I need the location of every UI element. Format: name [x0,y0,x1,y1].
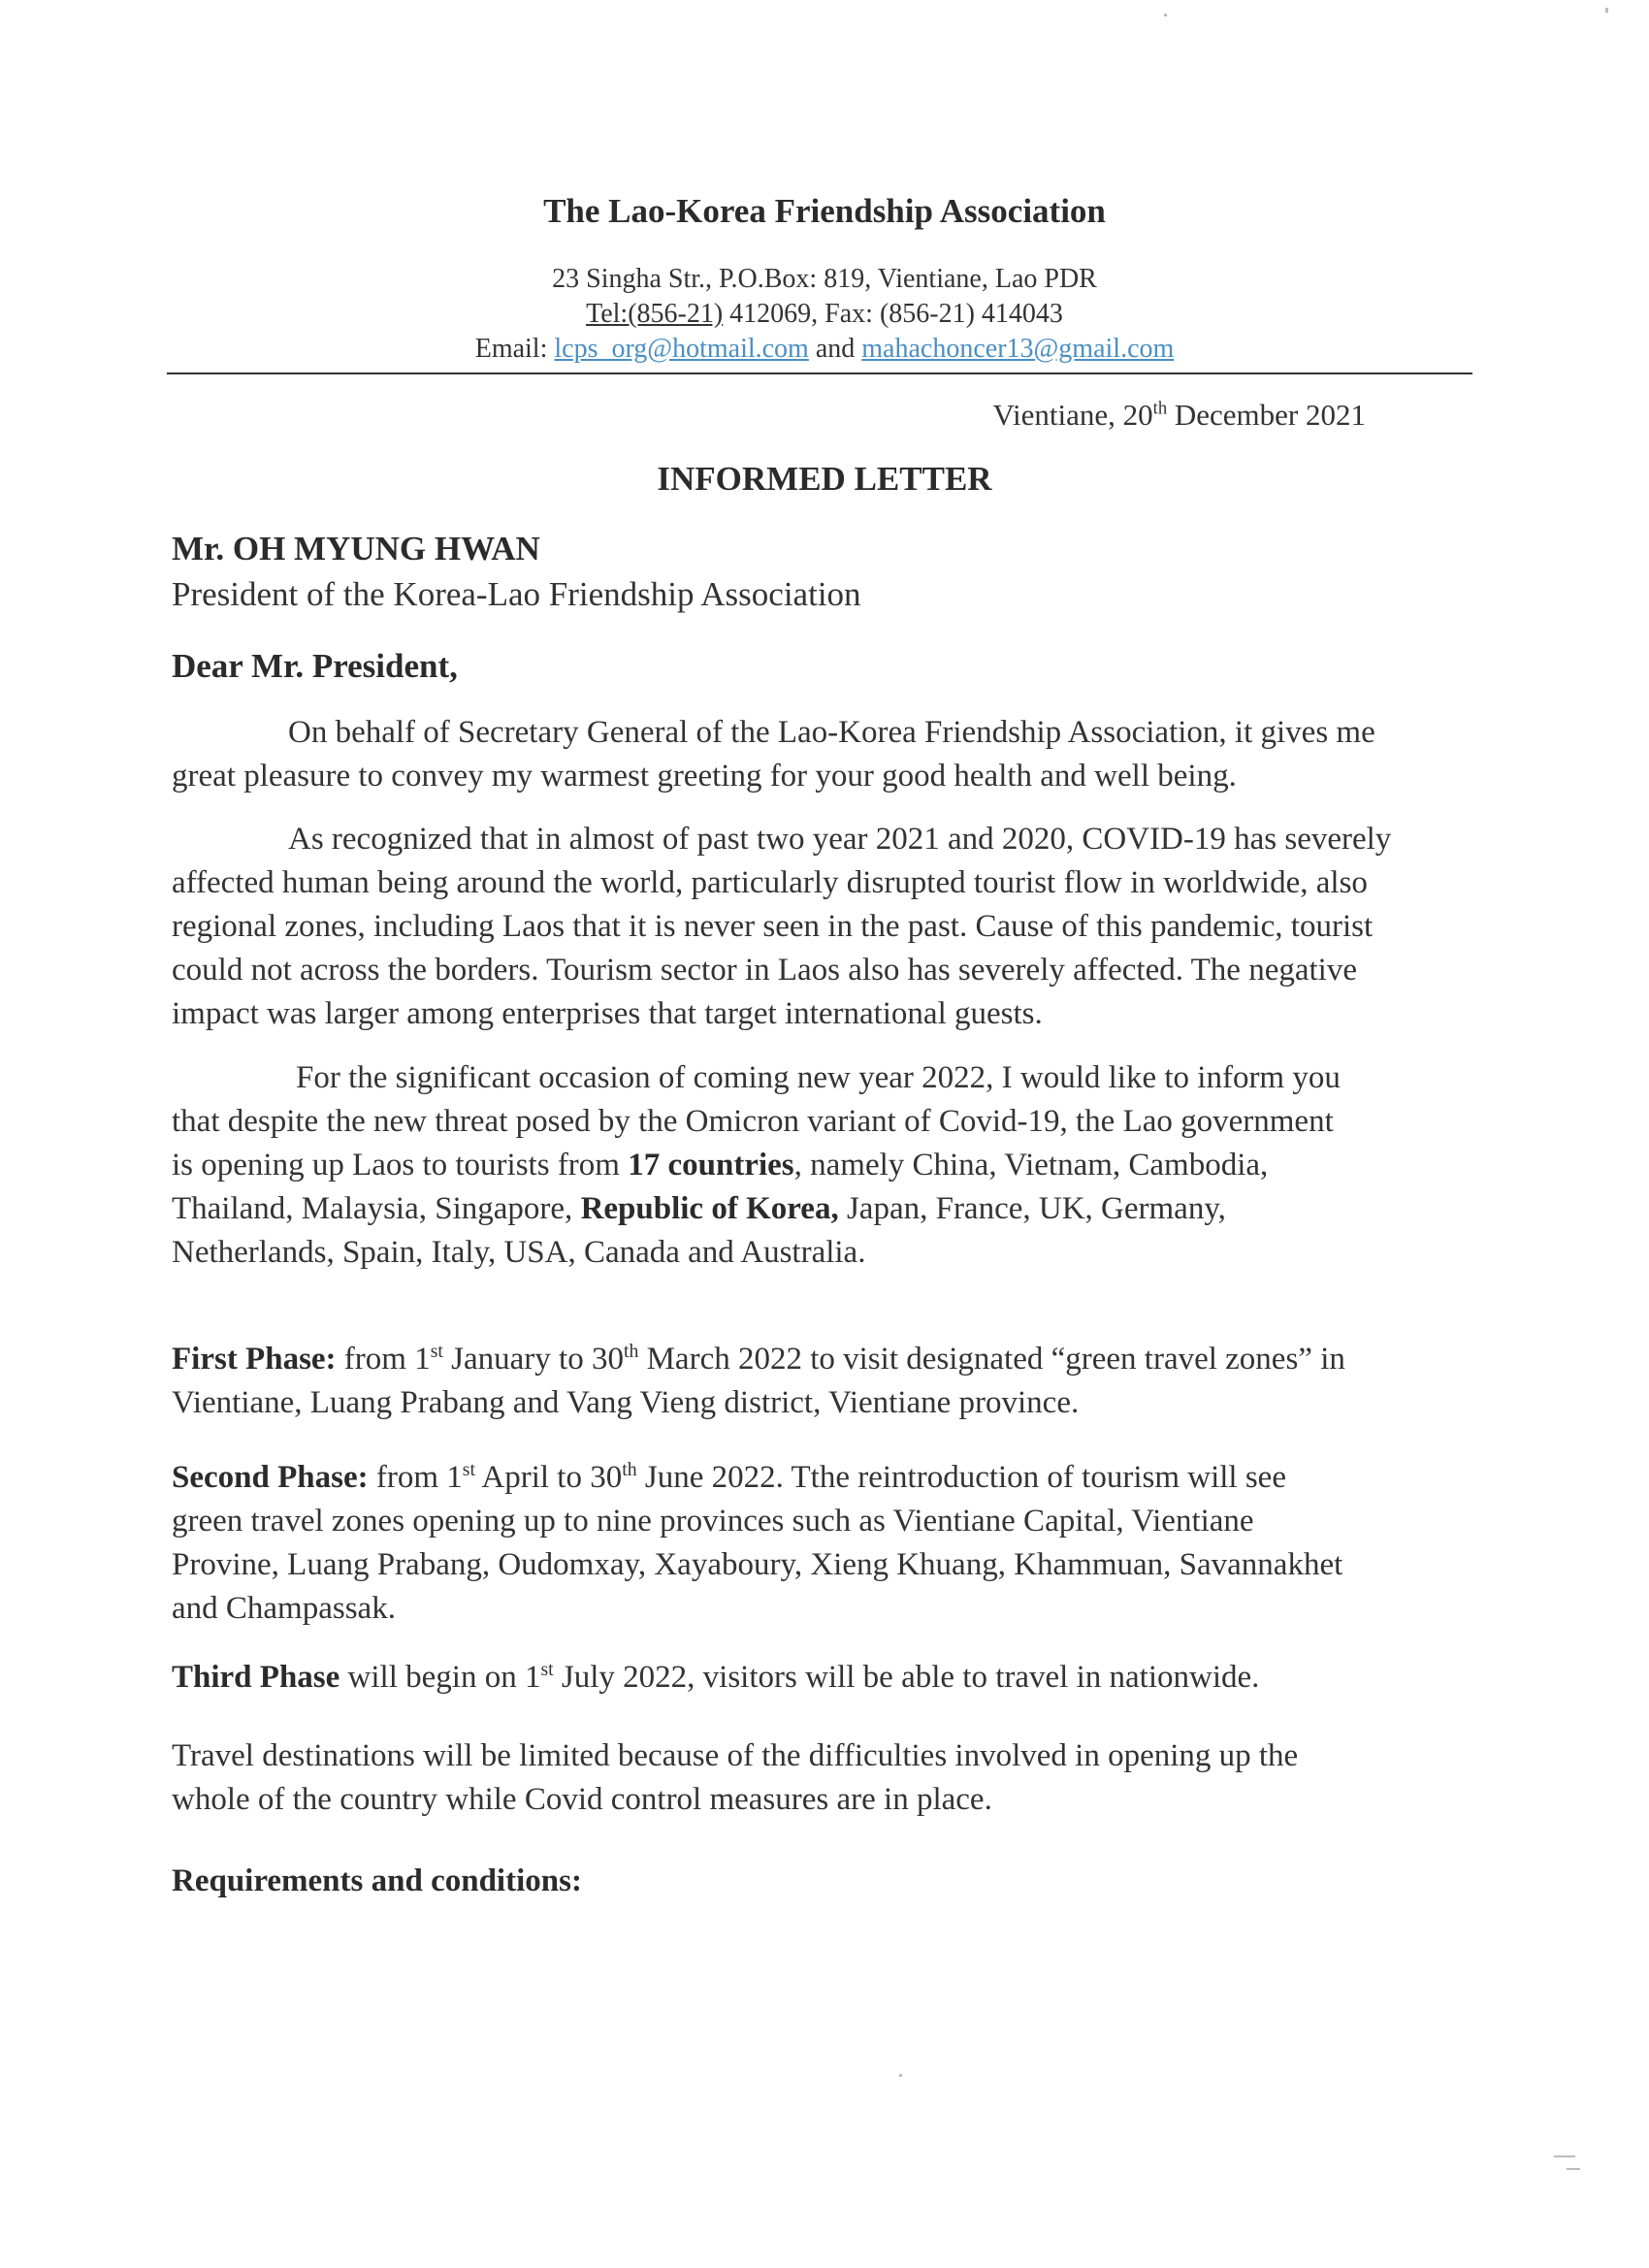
requirements-heading [172,1860,1491,1903]
date-day: Vientiane, 20 [992,398,1153,432]
third-phase-label: Third Phase [172,1660,340,1695]
paragraph-greeting [172,711,1491,798]
tel-label: Tel:(856-21) [586,299,724,329]
text-run: January to 30 [442,1342,624,1377]
scan-speck [1164,14,1167,16]
bold-countries-count: 17 countries [628,1148,794,1183]
paragraph-line: On behalf of Secretary General of the Lao-Korea Friendship Association, it gives me [288,715,1375,750]
organization-emails [0,334,1649,365]
third-phase-paragraph [172,1656,1491,1700]
tel-fax-numbers: 412069, Fax: (856-21) 414043 [723,299,1063,329]
text-run: is opening up Laos to tourists from [172,1148,629,1183]
text-run: April to 30 [474,1460,623,1495]
paragraph-line [172,1456,1491,1500]
paragraph-line: and Champassak. [172,1591,396,1626]
first-phase-label: First Phase: [172,1342,337,1377]
scan-speck [1605,8,1608,13]
email-link-2[interactable]: mahachoncer13@gmail.com [861,334,1175,364]
paragraph-line: regional zones, including Laos that it is never seen in the past. Cause of this pandemic, tourist [172,909,1374,944]
text-run: June 2022. Tthe reintroduction of tourism will see [636,1460,1286,1495]
paragraph-covid-impact [172,818,1491,1036]
email-label: Email: [474,334,555,364]
paragraph-line: impact was larger among enterprises that target international guests. [172,996,1043,1031]
ordinal: th [622,1459,637,1480]
organization-phone-fax [0,299,1649,330]
email-and: and [808,334,862,364]
paragraph-line: For the significant occasion of coming new year 2022, I would like to inform you [296,1060,1341,1095]
paragraph-line: Provine, Luang Prabang, Oudomxay, Xayaboury, Xieng Khuang, Khammuan, Savannakhet [172,1547,1343,1582]
text-run: from 1 [336,1342,431,1377]
text-run: Japan, France, UK, Germany, [838,1191,1226,1226]
date-ordinal: th [1152,398,1168,419]
letter-date [993,398,1367,433]
paragraph-line: whole of the country while Covid control measures are in place. [172,1782,992,1817]
paragraph-line: Vientiane, Luang Prabang and Vang Vieng district, Vientiane province. [172,1385,1080,1420]
text-run: from 1 [368,1460,463,1495]
text-run: July 2022, visitors will be able to travel in nationwide. [553,1660,1260,1695]
scan-speck [1567,2168,1580,2170]
paragraph-line: affected human being around the world, particularly disrupted tourist flow in worldwide, also [172,865,1368,900]
date-month-year: December 2021 [1167,398,1366,432]
ordinal: st [540,1659,554,1680]
paragraph-reopening [172,1056,1491,1275]
ordinal: st [430,1341,443,1362]
ordinal: st [462,1459,475,1480]
paragraph-line: that despite the new threat posed by the Omicron variant of Covid-19, the Lao government [172,1104,1334,1139]
second-phase-paragraph [172,1456,1491,1631]
recipient-title: President of the Korea-Lao Friendship Association [172,575,861,613]
text-run: March 2022 to visit designated “green travel zones” in [638,1342,1345,1377]
scan-speck [1554,2155,1575,2157]
ordinal: th [623,1341,639,1362]
organization-address: 23 Singha Str., P.O.Box: 819, Vientiane, Lao PDR [552,264,1097,294]
bold-republic-of-korea: Republic of Korea, [580,1191,839,1226]
text-run: will begin on 1 [340,1660,541,1695]
paragraph-line: As recognized that in almost of past two year 2021 and 2020, COVID-19 has severely [288,822,1392,857]
text-run: Thailand, Malaysia, Singapore, [172,1191,581,1226]
email-link-1[interactable]: lcps_org@hotmail.com [554,334,809,364]
second-phase-label: Second Phase: [172,1460,369,1495]
scan-speck [899,2074,902,2077]
paragraph-destinations [172,1734,1491,1822]
requirements-heading-text: Requirements and conditions: [172,1863,582,1898]
salutation: Dear Mr. President, [172,647,458,685]
letter-title: INFORMED LETTER [657,460,992,498]
paragraph-line: could not across the borders. Tourism sector in Laos also has severely affected. The negative [172,953,1357,988]
paragraph-line [172,1187,1491,1231]
paragraph-line [172,1338,1491,1381]
paragraph-line [172,1656,1491,1700]
paragraph-line: Netherlands, Spain, Italy, USA, Canada and Australia. [172,1235,866,1270]
organization-name: The Lao-Korea Friendship Association [543,192,1106,230]
first-phase-paragraph [172,1338,1491,1425]
paragraph-line: great pleasure to convey my warmest greeting for your good health and well being. [172,759,1237,794]
recipient-name: Mr. OH MYUNG HWAN [172,530,540,567]
header-divider [167,373,1472,374]
paragraph-line [172,1144,1491,1187]
paragraph-line: Travel destinations will be limited because of the difficulties involved in opening up the [172,1738,1299,1773]
text-run: , namely China, Vietnam, Cambodia, [793,1148,1269,1183]
paragraph-line: green travel zones opening up to nine provinces such as Vientiane Capital, Vientiane [172,1504,1254,1539]
